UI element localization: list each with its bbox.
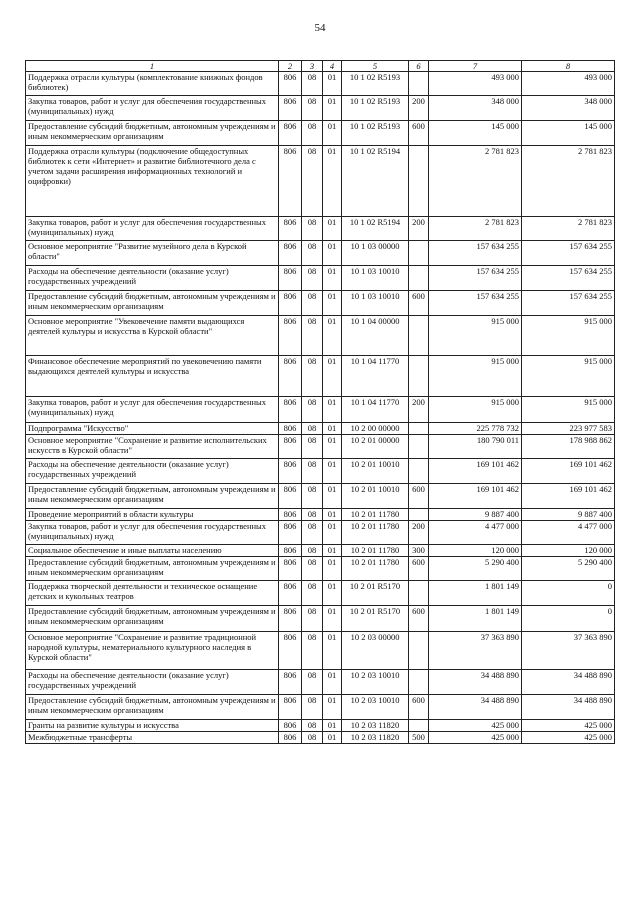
row-code-admin: 806 [279, 459, 302, 484]
row-code-admin: 806 [279, 521, 302, 545]
row-code-target: 10 1 04 11770 [342, 397, 409, 423]
row-amount-1: 225 778 732 [429, 423, 522, 435]
row-amount-2: 915 000 [522, 356, 615, 397]
table-row [26, 241, 615, 266]
row-code-section: 08 [302, 397, 323, 423]
row-code-admin: 806 [279, 557, 302, 581]
row-code-admin: 806 [279, 435, 302, 459]
row-code-target: 10 1 02 R5193 [342, 121, 409, 146]
row-code-admin: 806 [279, 291, 302, 316]
row-code-expense: 200 [409, 217, 429, 241]
row-code-subsection: 01 [323, 397, 342, 423]
table-row [26, 557, 615, 581]
row-amount-2: 4 477 000 [522, 521, 615, 545]
row-code-expense [409, 266, 429, 291]
table-row [26, 459, 615, 484]
row-code-target: 10 1 02 R5194 [342, 146, 409, 217]
row-code-admin: 806 [279, 581, 302, 606]
row-code-subsection: 01 [323, 121, 342, 146]
table-row [26, 435, 615, 459]
row-code-subsection: 01 [323, 459, 342, 484]
row-name: Гранты на развитие культуры и искусства [26, 720, 279, 732]
row-code-target: 10 2 03 11820 [342, 732, 409, 744]
row-code-admin: 806 [279, 423, 302, 435]
row-code-section: 08 [302, 459, 323, 484]
row-name: Закупка товаров, работ и услуг для обеспечения государственных (муниципальных) нужд [26, 397, 279, 423]
row-amount-2: 2 781 823 [522, 146, 615, 217]
table-row [26, 356, 615, 397]
column-header: 5 [342, 61, 409, 72]
row-code-expense: 600 [409, 557, 429, 581]
row-amount-1: 145 000 [429, 121, 522, 146]
row-amount-1: 425 000 [429, 720, 522, 732]
table-row [26, 266, 615, 291]
row-code-subsection: 01 [323, 146, 342, 217]
row-amount-1: 120 000 [429, 545, 522, 557]
row-amount-2: 157 634 255 [522, 266, 615, 291]
row-code-target: 10 2 01 11780 [342, 509, 409, 521]
row-name: Закупка товаров, работ и услуг для обеспечения государственных (муниципальных) нужд [26, 96, 279, 121]
table-row [26, 291, 615, 316]
row-code-target: 10 2 01 11780 [342, 521, 409, 545]
row-code-section: 08 [302, 291, 323, 316]
row-code-admin: 806 [279, 632, 302, 670]
row-code-admin: 806 [279, 146, 302, 217]
table-row [26, 121, 615, 146]
row-amount-1: 37 363 890 [429, 632, 522, 670]
row-code-target: 10 1 04 00000 [342, 316, 409, 356]
row-code-admin: 806 [279, 241, 302, 266]
row-code-section: 08 [302, 670, 323, 695]
row-amount-2: 5 290 400 [522, 557, 615, 581]
table-row [26, 72, 615, 96]
row-amount-1: 34 488 890 [429, 670, 522, 695]
row-code-admin: 806 [279, 695, 302, 720]
row-code-admin: 806 [279, 720, 302, 732]
row-code-subsection: 01 [323, 632, 342, 670]
budget-table [25, 60, 615, 744]
row-amount-2: 145 000 [522, 121, 615, 146]
column-header: 4 [323, 61, 342, 72]
row-amount-1: 2 781 823 [429, 146, 522, 217]
page-number: 54 [314, 22, 326, 34]
row-name: Подпрограмма "Искусство" [26, 423, 279, 435]
row-code-section: 08 [302, 423, 323, 435]
row-name: Расходы на обеспечение деятельности (оказание услуг) государственных учреждений [26, 459, 279, 484]
row-name: Закупка товаров, работ и услуг для обеспечения государственных (муниципальных) нужд [26, 217, 279, 241]
row-code-admin: 806 [279, 96, 302, 121]
row-code-target: 10 1 03 10010 [342, 291, 409, 316]
row-amount-1: 915 000 [429, 356, 522, 397]
row-name: Предоставление субсидий бюджетным, автономным учреждениям и иным некоммерческим организациям [26, 484, 279, 509]
row-amount-2: 223 977 583 [522, 423, 615, 435]
row-code-target: 10 2 03 10010 [342, 695, 409, 720]
row-amount-2: 34 488 890 [522, 695, 615, 720]
row-amount-1: 2 781 823 [429, 217, 522, 241]
row-code-section: 08 [302, 695, 323, 720]
row-name: Поддержка отрасли культуры (подключение общедоступных библиотек к сети «Интернет» и развитие библиотечного дела с учетом задачи расширения информационных технологий и оцифровки) [26, 146, 279, 217]
row-code-subsection: 01 [323, 509, 342, 521]
row-name: Финансовое обеспечение мероприятий по увековечению памяти выдающихся деятелей культуры и искусства [26, 356, 279, 397]
row-code-expense: 600 [409, 606, 429, 632]
row-code-admin: 806 [279, 121, 302, 146]
row-amount-2: 157 634 255 [522, 291, 615, 316]
row-code-section: 08 [302, 606, 323, 632]
column-header: 7 [429, 61, 522, 72]
row-code-section: 08 [302, 72, 323, 96]
row-code-expense [409, 146, 429, 217]
row-code-admin: 806 [279, 217, 302, 241]
row-code-subsection: 01 [323, 484, 342, 509]
header-row [26, 61, 615, 72]
row-code-expense [409, 632, 429, 670]
row-amount-1: 157 634 255 [429, 241, 522, 266]
row-name: Предоставление субсидий бюджетным, автономным учреждениям и иным некоммерческим организациям [26, 291, 279, 316]
row-name: Расходы на обеспечение деятельности (оказание услуг) государственных учреждений [26, 670, 279, 695]
row-code-expense: 200 [409, 397, 429, 423]
table-row [26, 96, 615, 121]
row-code-section: 08 [302, 241, 323, 266]
row-amount-2: 37 363 890 [522, 632, 615, 670]
row-amount-2: 120 000 [522, 545, 615, 557]
row-code-target: 10 2 01 R5170 [342, 581, 409, 606]
row-amount-1: 157 634 255 [429, 266, 522, 291]
row-amount-2: 169 101 462 [522, 459, 615, 484]
table-row [26, 632, 615, 670]
row-code-expense [409, 241, 429, 266]
row-name: Основное мероприятие "Увековечение памяти выдающихся деятелей культуры и искусства в Курской области" [26, 316, 279, 356]
table-row [26, 695, 615, 720]
row-code-target: 10 2 03 11820 [342, 720, 409, 732]
row-code-section: 08 [302, 217, 323, 241]
row-code-admin: 806 [279, 72, 302, 96]
row-code-target: 10 2 01 00000 [342, 435, 409, 459]
row-code-section: 08 [302, 509, 323, 521]
row-code-section: 08 [302, 356, 323, 397]
table-row [26, 732, 615, 744]
row-code-expense: 600 [409, 484, 429, 509]
row-code-admin: 806 [279, 316, 302, 356]
row-amount-2: 157 634 255 [522, 241, 615, 266]
row-name: Основное мероприятие "Сохранение и развитие исполнительских искусств в Курской области" [26, 435, 279, 459]
row-amount-1: 169 101 462 [429, 459, 522, 484]
table-row [26, 509, 615, 521]
row-name: Предоставление субсидий бюджетным, автономным учреждениям и иным некоммерческим организациям [26, 695, 279, 720]
row-code-target: 10 1 02 R5194 [342, 217, 409, 241]
row-amount-2: 178 988 862 [522, 435, 615, 459]
row-amount-2: 169 101 462 [522, 484, 615, 509]
row-amount-2: 425 000 [522, 732, 615, 744]
row-code-expense: 500 [409, 732, 429, 744]
row-name: Социальное обеспечение и иные выплаты населению [26, 545, 279, 557]
row-code-admin: 806 [279, 356, 302, 397]
row-code-subsection: 01 [323, 423, 342, 435]
row-name: Основное мероприятие "Сохранение и развитие традиционной народной культуры, нематериального культурного наследия в Курской области" [26, 632, 279, 670]
row-code-expense: 600 [409, 695, 429, 720]
row-code-subsection: 01 [323, 670, 342, 695]
row-code-subsection: 01 [323, 732, 342, 744]
table-row [26, 521, 615, 545]
table-row [26, 316, 615, 356]
row-amount-1: 915 000 [429, 316, 522, 356]
row-name: Проведение мероприятий в области культуры [26, 509, 279, 521]
column-header: 2 [279, 61, 302, 72]
row-code-subsection: 01 [323, 266, 342, 291]
row-amount-1: 169 101 462 [429, 484, 522, 509]
row-code-expense [409, 435, 429, 459]
row-code-target: 10 1 03 00000 [342, 241, 409, 266]
row-name: Основное мероприятие "Развитие музейного дела в Курской области" [26, 241, 279, 266]
row-code-expense [409, 316, 429, 356]
row-code-expense: 200 [409, 96, 429, 121]
row-code-subsection: 01 [323, 521, 342, 545]
row-name: Закупка товаров, работ и услуг для обеспечения государственных (муниципальных) нужд [26, 521, 279, 545]
row-code-section: 08 [302, 146, 323, 217]
row-amount-2: 0 [522, 581, 615, 606]
row-amount-1: 4 477 000 [429, 521, 522, 545]
row-code-subsection: 01 [323, 581, 342, 606]
row-code-subsection: 01 [323, 291, 342, 316]
row-code-admin: 806 [279, 606, 302, 632]
row-code-expense [409, 509, 429, 521]
row-amount-2: 493 000 [522, 72, 615, 96]
row-amount-2: 348 000 [522, 96, 615, 121]
row-code-target: 10 2 01 11780 [342, 557, 409, 581]
row-code-admin: 806 [279, 670, 302, 695]
row-code-expense: 300 [409, 545, 429, 557]
table-row [26, 670, 615, 695]
row-code-section: 08 [302, 435, 323, 459]
row-name: Поддержка творческой деятельности и техническое оснащение детских и кукольных театров [26, 581, 279, 606]
row-code-section: 08 [302, 545, 323, 557]
column-header: 8 [522, 61, 615, 72]
row-code-subsection: 01 [323, 356, 342, 397]
row-amount-2: 425 000 [522, 720, 615, 732]
row-name: Предоставление субсидий бюджетным, автономным учреждениям и иным некоммерческим организациям [26, 606, 279, 632]
row-code-subsection: 01 [323, 606, 342, 632]
row-name: Поддержка отрасли культуры (комплектование книжных фондов библиотек) [26, 72, 279, 96]
row-amount-1: 34 488 890 [429, 695, 522, 720]
row-name: Расходы на обеспечение деятельности (оказание услуг) государственных учреждений [26, 266, 279, 291]
row-code-subsection: 01 [323, 217, 342, 241]
row-code-section: 08 [302, 121, 323, 146]
row-code-expense [409, 720, 429, 732]
row-code-section: 08 [302, 266, 323, 291]
row-code-section: 08 [302, 96, 323, 121]
row-code-target: 10 2 03 00000 [342, 632, 409, 670]
row-code-expense: 600 [409, 121, 429, 146]
row-amount-1: 1 801 149 [429, 581, 522, 606]
row-code-section: 08 [302, 732, 323, 744]
row-code-subsection: 01 [323, 96, 342, 121]
row-code-subsection: 01 [323, 545, 342, 557]
row-amount-1: 915 000 [429, 397, 522, 423]
row-code-subsection: 01 [323, 72, 342, 96]
row-code-target: 10 1 04 11770 [342, 356, 409, 397]
row-code-expense [409, 581, 429, 606]
table-row [26, 217, 615, 241]
row-code-subsection: 01 [323, 557, 342, 581]
row-amount-1: 425 000 [429, 732, 522, 744]
row-name: Предоставление субсидий бюджетным, автономным учреждениям и иным некоммерческим организациям [26, 557, 279, 581]
row-amount-2: 915 000 [522, 316, 615, 356]
row-code-expense: 600 [409, 291, 429, 316]
row-code-target: 10 1 02 R5193 [342, 96, 409, 121]
row-code-expense: 200 [409, 521, 429, 545]
row-code-target: 10 2 01 10010 [342, 459, 409, 484]
row-code-subsection: 01 [323, 316, 342, 356]
row-name: Межбюджетные трансферты [26, 732, 279, 744]
row-code-section: 08 [302, 316, 323, 356]
row-code-admin: 806 [279, 266, 302, 291]
row-amount-2: 0 [522, 606, 615, 632]
table-row [26, 423, 615, 435]
row-code-target: 10 2 00 00000 [342, 423, 409, 435]
row-code-target: 10 1 03 10010 [342, 266, 409, 291]
column-header: 3 [302, 61, 323, 72]
row-code-target: 10 2 01 11780 [342, 545, 409, 557]
table-body [26, 72, 615, 744]
row-code-subsection: 01 [323, 435, 342, 459]
row-code-target: 10 1 02 R5193 [342, 72, 409, 96]
table-row [26, 545, 615, 557]
row-code-admin: 806 [279, 397, 302, 423]
row-amount-1: 5 290 400 [429, 557, 522, 581]
row-code-subsection: 01 [323, 241, 342, 266]
row-code-section: 08 [302, 632, 323, 670]
row-code-admin: 806 [279, 732, 302, 744]
row-code-section: 08 [302, 720, 323, 732]
row-code-target: 10 2 01 10010 [342, 484, 409, 509]
table-row [26, 720, 615, 732]
row-code-section: 08 [302, 484, 323, 509]
row-code-target: 10 2 01 R5170 [342, 606, 409, 632]
row-code-expense [409, 423, 429, 435]
row-code-expense [409, 72, 429, 96]
row-code-expense [409, 356, 429, 397]
row-code-admin: 806 [279, 509, 302, 521]
row-code-expense [409, 459, 429, 484]
row-amount-1: 9 887 400 [429, 509, 522, 521]
row-amount-1: 157 634 255 [429, 291, 522, 316]
row-amount-1: 1 801 149 [429, 606, 522, 632]
row-amount-2: 9 887 400 [522, 509, 615, 521]
row-amount-2: 915 000 [522, 397, 615, 423]
row-code-subsection: 01 [323, 695, 342, 720]
row-code-expense [409, 670, 429, 695]
row-amount-2: 2 781 823 [522, 217, 615, 241]
row-amount-1: 180 790 011 [429, 435, 522, 459]
table-row [26, 397, 615, 423]
column-header: 6 [409, 61, 429, 72]
row-code-admin: 806 [279, 545, 302, 557]
table-row [26, 484, 615, 509]
column-header: 1 [26, 61, 279, 72]
table-row [26, 606, 615, 632]
row-amount-1: 493 000 [429, 72, 522, 96]
row-name: Предоставление субсидий бюджетным, автономным учреждениям и иным некоммерческим организациям [26, 121, 279, 146]
row-code-section: 08 [302, 557, 323, 581]
row-code-admin: 806 [279, 484, 302, 509]
row-code-subsection: 01 [323, 720, 342, 732]
table-row [26, 581, 615, 606]
row-code-section: 08 [302, 581, 323, 606]
table-row [26, 146, 615, 217]
row-code-section: 08 [302, 521, 323, 545]
row-code-target: 10 2 03 10010 [342, 670, 409, 695]
row-amount-2: 34 488 890 [522, 670, 615, 695]
row-amount-1: 348 000 [429, 96, 522, 121]
